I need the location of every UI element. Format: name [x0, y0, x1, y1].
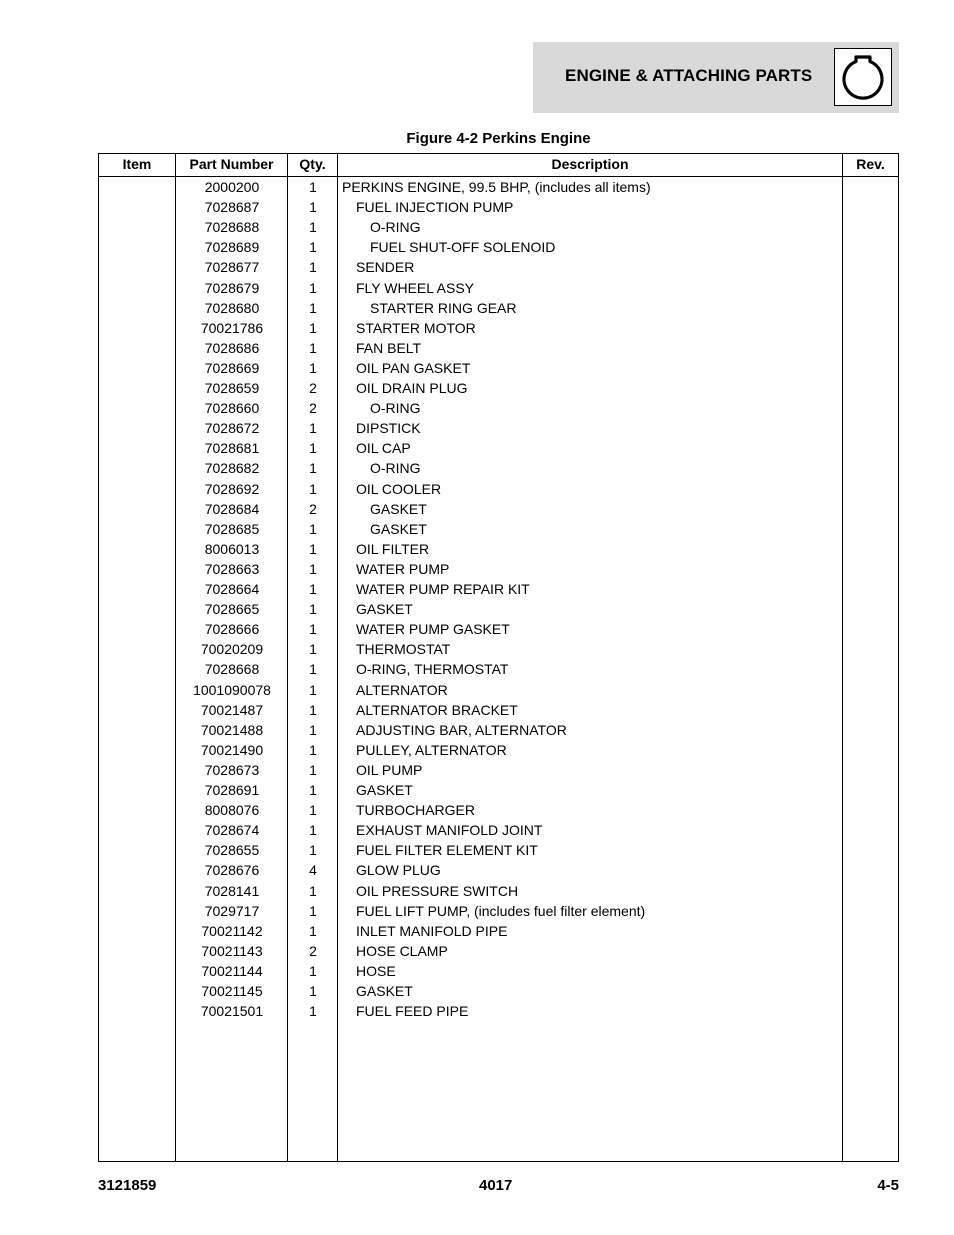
table-row: [99, 659, 898, 679]
part-number-cell: 7028660: [204, 400, 260, 417]
description-cell: OIL PAN GASKET: [356, 359, 471, 376]
qty-cell: 1: [309, 460, 317, 477]
description-cell: ALTERNATOR: [356, 681, 448, 698]
qty-cell: 1: [309, 701, 317, 718]
qty-cell: 1: [309, 319, 317, 336]
table-row: [99, 760, 898, 780]
description-cell: O-RING, THERMOSTAT: [356, 661, 509, 678]
part-number-cell: 70021487: [200, 701, 264, 718]
table-row: [99, 740, 898, 760]
part-number-cell: 7028682: [204, 460, 260, 477]
table-row: [99, 921, 898, 941]
qty-cell: 1: [309, 259, 317, 276]
qty-cell: 1: [309, 782, 317, 798]
table-row: [99, 278, 898, 298]
qty-cell: 1: [309, 560, 317, 577]
table-row: [99, 378, 898, 398]
column-header-qty: Qty.: [299, 156, 326, 172]
footer-document-number: 3121859: [98, 1177, 157, 1194]
column-header-item: Item: [122, 156, 152, 172]
table-row: [99, 619, 898, 639]
description-cell: O-RING: [370, 460, 421, 477]
section-title: ENGINE & ATTACHING PARTS: [565, 66, 813, 85]
table-row: [99, 418, 898, 438]
table-row: [99, 257, 898, 277]
qty-cell: 2: [309, 400, 317, 417]
part-number-cell: 7029717: [204, 902, 260, 919]
part-number-cell: 7028689: [204, 239, 260, 256]
description-cell: OIL FILTER: [356, 540, 430, 557]
table-row: [99, 398, 898, 418]
qty-cell: 1: [309, 440, 317, 457]
part-number-cell: 7028669: [204, 359, 260, 376]
description-cell: GASKET: [370, 500, 427, 517]
table-row: [99, 700, 898, 720]
table-row: [99, 860, 898, 880]
description-cell: O-RING: [370, 400, 421, 417]
part-number-cell: 7028679: [204, 279, 260, 296]
part-number-cell: 7028687: [204, 199, 260, 216]
part-number-cell: 7028674: [204, 822, 260, 839]
table-row: [99, 820, 898, 840]
qty-cell: 1: [309, 721, 317, 738]
part-number-cell: 70021501: [200, 1003, 264, 1020]
qty-cell: 1: [309, 882, 317, 899]
part-number-cell: 70020209: [200, 641, 264, 658]
part-number-cell: 70021490: [200, 741, 264, 758]
table-row: [99, 177, 898, 197]
part-number-cell: 7028686: [204, 339, 260, 356]
qty-cell: 1: [309, 983, 317, 999]
figure-title: Figure 4-2 Perkins Engine: [406, 130, 591, 147]
part-number-cell: 7028666: [204, 621, 260, 638]
part-number-cell: 7028688: [204, 219, 260, 236]
part-number-cell: 7028665: [204, 601, 260, 618]
table-row: [99, 318, 898, 338]
table-row: [99, 338, 898, 358]
qty-cell: 2: [309, 942, 317, 959]
part-number-cell: 8008076: [204, 802, 260, 819]
description-cell: WATER PUMP REPAIR KIT: [356, 581, 530, 597]
description-cell: WATER PUMP: [356, 560, 450, 577]
part-number-cell: 7028691: [204, 782, 260, 798]
qty-cell: 1: [309, 741, 317, 758]
part-number-cell: 7028680: [204, 299, 260, 316]
description-cell: FUEL FEED PIPE: [356, 1003, 469, 1020]
qty-cell: 1: [309, 902, 317, 919]
table-row: [99, 479, 898, 499]
description-cell: GASKET: [356, 983, 413, 999]
part-number-cell: 70021145: [201, 983, 263, 999]
part-number-cell: 7028673: [204, 761, 260, 778]
description-cell: ALTERNATOR BRACKET: [356, 701, 518, 718]
qty-cell: 1: [309, 359, 317, 376]
description-cell: INLET MANIFOLD PIPE: [356, 922, 508, 939]
table-row: [99, 519, 898, 539]
table-row: [99, 981, 898, 1001]
table-row: [99, 800, 898, 820]
description-cell: OIL COOLER: [356, 480, 442, 497]
table-row: [99, 680, 898, 700]
table-row: [99, 840, 898, 860]
description-cell: PULLEY, ALTERNATOR: [356, 741, 507, 758]
qty-cell: 1: [309, 842, 317, 859]
column-header-description: Description: [551, 156, 629, 172]
table-row: [99, 298, 898, 318]
table-row: [99, 961, 898, 981]
description-cell: STARTER RING GEAR: [370, 299, 517, 316]
table-row: [99, 438, 898, 458]
description-cell: OIL CAP: [356, 440, 411, 457]
part-number-cell: 7028655: [204, 842, 260, 859]
part-number-cell: 7028659: [204, 380, 260, 396]
table-row: [99, 358, 898, 378]
qty-cell: 1: [309, 179, 317, 195]
table-row: [99, 941, 898, 961]
qty-cell: 1: [309, 239, 317, 256]
qty-cell: 1: [309, 520, 317, 537]
description-cell: OIL DRAIN PLUG: [356, 380, 468, 396]
description-cell: ADJUSTING BAR, ALTERNATOR: [356, 721, 567, 738]
qty-cell: 1: [309, 199, 317, 216]
qty-cell: 1: [309, 822, 317, 839]
description-cell: FLY WHEEL ASSY: [356, 279, 475, 296]
part-number-cell: 7028681: [204, 440, 260, 457]
description-cell: FUEL INJECTION PUMP: [356, 199, 514, 216]
table-row: [99, 197, 898, 217]
qty-cell: 1: [309, 339, 317, 356]
part-number-cell: 70021142: [201, 922, 263, 939]
part-number-cell: 70021144: [201, 962, 263, 979]
description-cell: FAN BELT: [356, 339, 422, 356]
qty-cell: 1: [309, 621, 317, 638]
description-cell: GASKET: [370, 520, 427, 537]
part-number-cell: 7028663: [204, 560, 260, 577]
qty-cell: 1: [309, 681, 317, 698]
part-number-cell: 70021143: [201, 942, 263, 959]
description-cell: THERMOSTAT: [356, 641, 451, 658]
qty-cell: 4: [309, 862, 317, 879]
table-row: [99, 720, 898, 740]
description-cell: STARTER MOTOR: [356, 319, 476, 336]
description-cell: GLOW PLUG: [356, 862, 441, 879]
qty-cell: 1: [309, 761, 317, 778]
table-row: [99, 539, 898, 559]
qty-cell: 1: [309, 581, 317, 597]
part-number-cell: 7028664: [204, 581, 260, 597]
part-number-cell: 7028685: [204, 520, 260, 537]
qty-cell: 1: [309, 540, 317, 557]
column-header-rev: Rev.: [856, 156, 885, 172]
footer-page-number: 4-5: [877, 1177, 899, 1194]
table-row: [99, 579, 898, 599]
part-number-cell: 7028677: [204, 259, 260, 276]
qty-cell: 1: [309, 480, 317, 497]
table-row: [99, 639, 898, 659]
table-row: [99, 217, 898, 237]
description-cell: GASKET: [356, 782, 413, 798]
description-cell: FUEL FILTER ELEMENT KIT: [356, 842, 538, 859]
table-row: [99, 780, 898, 800]
qty-cell: 1: [309, 962, 317, 979]
parts-table: [98, 153, 899, 1162]
description-cell: OIL PUMP: [356, 761, 423, 778]
footer-model: 4017: [479, 1177, 513, 1194]
description-cell: WATER PUMP GASKET: [356, 621, 510, 638]
description-cell: FUEL SHUT-OFF SOLENOID: [370, 239, 556, 256]
description-cell: PERKINS ENGINE, 99.5 BHP, (includes all items): [342, 179, 651, 195]
part-number-cell: 2000200: [204, 179, 260, 195]
table-row: [99, 1001, 898, 1021]
qty-cell: 2: [309, 380, 317, 396]
qty-cell: 1: [309, 219, 317, 236]
qty-cell: 1: [309, 420, 317, 437]
description-cell: OIL PRESSURE SWITCH: [356, 882, 519, 899]
qty-cell: 1: [309, 279, 317, 296]
part-number-cell: 7028672: [204, 420, 260, 437]
part-number-cell: 8006013: [204, 540, 260, 557]
table-row: [99, 499, 898, 519]
column-header-part-number: Part Number: [189, 156, 274, 172]
part-number-cell: 7028141: [204, 882, 260, 899]
part-number-cell: 7028676: [204, 862, 260, 879]
part-number-cell: 7028684: [204, 500, 260, 517]
table-row: [99, 901, 898, 921]
qty-cell: 1: [309, 1003, 317, 1020]
qty-cell: 1: [309, 299, 317, 316]
description-cell: GASKET: [356, 601, 413, 618]
section-header: [533, 42, 899, 113]
qty-cell: 1: [309, 802, 317, 819]
table-row: [99, 881, 898, 901]
part-number-cell: 7028668: [204, 661, 260, 678]
description-cell: FUEL LIFT PUMP, (includes fuel filter element): [356, 902, 646, 919]
engine-icon: [834, 48, 892, 106]
part-number-cell: 70021786: [200, 319, 264, 336]
description-cell: HOSE: [356, 962, 396, 979]
part-number-cell: 7028692: [204, 480, 260, 497]
qty-cell: 2: [309, 500, 317, 517]
qty-cell: 1: [309, 922, 317, 939]
table-row: [99, 559, 898, 579]
description-cell: EXHAUST MANIFOLD JOINT: [356, 822, 543, 839]
description-cell: DIPSTICK: [356, 420, 421, 437]
part-number-cell: 70021488: [200, 721, 264, 738]
qty-cell: 1: [309, 641, 317, 658]
part-number-cell: 1001090078: [193, 681, 271, 698]
description-cell: SENDER: [356, 259, 415, 276]
table-row: [99, 237, 898, 257]
table-row: [99, 599, 898, 619]
description-cell: O-RING: [370, 219, 421, 236]
table-row: [99, 458, 898, 478]
qty-cell: 1: [309, 601, 317, 618]
description-cell: TURBOCHARGER: [356, 802, 476, 819]
description-cell: HOSE CLAMP: [356, 942, 448, 959]
qty-cell: 1: [309, 661, 317, 678]
